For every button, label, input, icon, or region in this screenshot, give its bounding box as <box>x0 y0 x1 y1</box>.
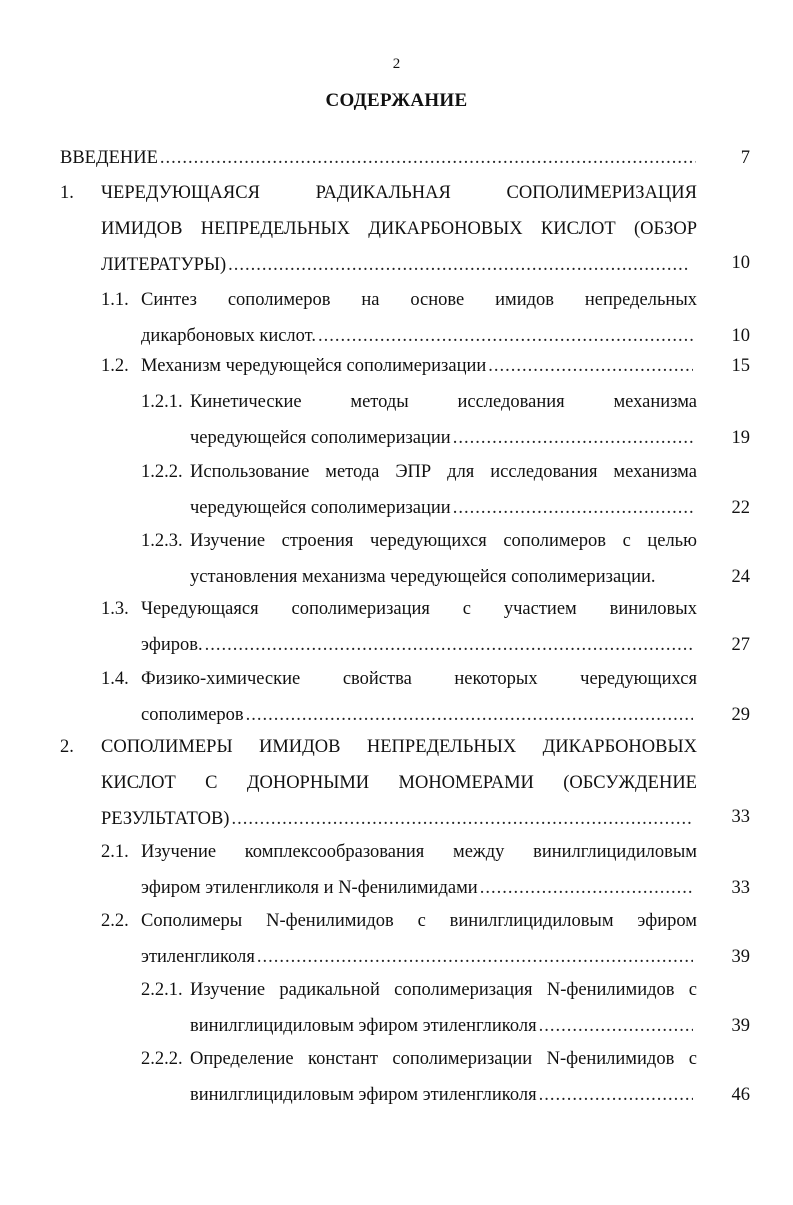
toc-word: ДОНОРНЫМИ <box>246 773 370 793</box>
page-number: 2 <box>392 56 401 72</box>
toc-section-number: 1.4. <box>101 669 129 689</box>
toc-entry-text: эфиром этиленгликоля и N-фенилимидами <box>141 878 478 898</box>
toc-word: С <box>205 773 218 793</box>
toc-subsection-number: 2.2.2. <box>141 1049 183 1069</box>
toc-page-number: 33 <box>731 807 750 827</box>
toc-word: сополимеров <box>503 531 606 551</box>
dot-leader <box>453 490 693 526</box>
dot-leader <box>480 870 693 906</box>
toc-word: сополимеров <box>227 290 331 310</box>
toc-entry-chapter-1[interactable] <box>101 175 697 283</box>
toc-entry-text: сополимеров <box>141 705 244 725</box>
toc-page-number: 10 <box>731 253 750 273</box>
toc-word: констант <box>308 1049 378 1069</box>
toc-chapter-number: 2. <box>60 737 74 757</box>
toc-chapter-number: 1. <box>60 183 74 203</box>
toc-word: Сополимеры <box>141 911 243 931</box>
toc-section-number: 2.1. <box>101 842 129 862</box>
toc-page-number: 7 <box>740 148 750 168</box>
toc-word: сополимеризация <box>291 599 430 619</box>
toc-word: чередующихся <box>369 531 487 551</box>
toc-word: комплексообразования <box>244 842 425 862</box>
toc-word: винилглицидиловым <box>449 911 614 931</box>
toc-word: КИСЛОТ <box>540 219 616 239</box>
toc-entry-2-1[interactable] <box>141 834 697 906</box>
toc-page-number: 15 <box>731 356 750 376</box>
dot-leader <box>539 1008 693 1044</box>
toc-word: Определение <box>190 1049 294 1069</box>
toc-word: эфиром <box>637 911 697 931</box>
toc-word: основе <box>410 290 465 310</box>
toc-word: Кинетические <box>190 392 302 412</box>
toc-word: Изучение <box>190 531 266 551</box>
toc-entry-text: эфиров. <box>141 635 203 655</box>
toc-word: МОНОМЕРАМИ <box>398 773 534 793</box>
toc-entry-1-2-2[interactable] <box>190 454 697 526</box>
toc-entry-2-2-2[interactable] <box>190 1041 697 1113</box>
toc-page-number: 46 <box>731 1085 750 1105</box>
toc-word: с <box>417 911 426 931</box>
toc-entry-chapter-2[interactable] <box>101 729 697 837</box>
toc-word: N-фенилимидов <box>266 911 394 931</box>
dot-leader <box>246 697 693 733</box>
toc-word: РАДИКАЛЬНАЯ <box>315 183 451 203</box>
toc-word: участием <box>503 599 577 619</box>
toc-word: НЕПРЕДЕЛЬНЫХ <box>200 219 351 239</box>
toc-word: ИМИДОВ <box>258 737 341 757</box>
toc-subsection-number: 1.2.3. <box>141 531 183 551</box>
dot-leader <box>205 627 693 663</box>
toc-entry-1-2-1[interactable] <box>190 384 697 456</box>
toc-word: на <box>361 290 380 310</box>
toc-page-number: 24 <box>731 567 750 587</box>
toc-subsection-number: 1.2.2. <box>141 462 183 482</box>
toc-word: N-фенилимидов <box>546 980 675 1000</box>
toc-word: Физико-химические <box>141 669 301 689</box>
toc-word: для <box>447 462 475 482</box>
toc-page-number: 22 <box>731 498 750 518</box>
toc-section-number: 2.2. <box>101 911 129 931</box>
toc-entry-text: РЕЗУЛЬТАТОВ) <box>101 809 230 829</box>
toc-word: имидов <box>495 290 555 310</box>
toc-word: Изучение <box>141 842 217 862</box>
toc-word: метода <box>325 462 380 482</box>
toc-entry-text: установления механизма чередующейся сополимеризации. <box>190 567 656 587</box>
toc-word: СОПОЛИМЕРИЗАЦИЯ <box>506 183 697 203</box>
toc-word: с <box>688 1049 697 1069</box>
toc-word: КИСЛОТ <box>101 773 176 793</box>
toc-word: целью <box>647 531 697 551</box>
toc-word: с <box>688 980 697 1000</box>
toc-word: N-фенилимидов <box>546 1049 675 1069</box>
toc-entry-text: чередующейся сополимеризации <box>190 428 451 448</box>
toc-section-number: 1.1. <box>101 290 129 310</box>
toc-word: методы <box>350 392 409 412</box>
toc-page-number: 10 <box>731 326 750 346</box>
toc-entry-1-2-3[interactable] <box>190 523 697 595</box>
toc-page-number: 39 <box>731 947 750 967</box>
toc-word: сополимеризации <box>392 1049 533 1069</box>
toc-word: ЧЕРЕДУЮЩАЯСЯ <box>101 183 260 203</box>
toc-word: Использование <box>190 462 310 482</box>
toc-word: исследования <box>457 392 565 412</box>
toc-word: Изучение <box>190 980 266 1000</box>
toc-word: строения <box>281 531 354 551</box>
toc-word: радикальной <box>279 980 380 1000</box>
toc-entry-1-4[interactable] <box>141 661 697 733</box>
toc-word: НЕПРЕДЕЛЬНЫХ <box>366 737 517 757</box>
toc-word: ЭПР <box>395 462 432 482</box>
toc-word: между <box>453 842 505 862</box>
toc-subsection-number: 1.2.1. <box>141 392 183 412</box>
toc-subsection-number: 2.2.1. <box>141 980 183 1000</box>
toc-entry-1-1[interactable] <box>141 282 697 354</box>
toc-entry-1-3[interactable] <box>141 591 697 663</box>
toc-section-number: 1.2. <box>101 356 129 376</box>
dot-leader <box>160 140 696 176</box>
toc-word: ДИКАРБОНОВЫХ <box>542 737 697 757</box>
toc-entry-text: Механизм чередующейся сополимеризации <box>141 356 487 376</box>
toc-word: сополимеризация <box>394 980 533 1000</box>
dot-leader <box>257 939 693 975</box>
dot-leader <box>539 1077 693 1113</box>
toc-word: ИМИДОВ <box>101 219 183 239</box>
dot-leader <box>228 247 689 283</box>
toc-word: исследования <box>490 462 598 482</box>
toc-entry-text: винилглицидиловым эфиром этиленгликоля <box>190 1085 537 1105</box>
toc-word: чередующихся <box>580 669 697 689</box>
toc-word: некоторых <box>454 669 538 689</box>
toc-word: свойства <box>342 669 412 689</box>
toc-entry-text: дикарбоновых кислот. <box>141 326 316 346</box>
page-title: СОДЕРЖАНИЕ <box>325 90 468 111</box>
toc-section-number: 1.3. <box>101 599 129 619</box>
toc-page-number: 39 <box>731 1016 750 1036</box>
toc-page-number: 29 <box>731 705 750 725</box>
toc-entry-text: этиленгликоля <box>141 947 255 967</box>
dot-leader <box>453 420 693 456</box>
toc-entry-1-2[interactable] <box>141 348 697 384</box>
toc-word: с <box>622 531 631 551</box>
toc-entry-text: винилглицидиловым эфиром этиленгликоля <box>190 1016 537 1036</box>
toc-word: механизма <box>613 462 697 482</box>
toc-word: винилглицидиловым <box>533 842 697 862</box>
toc-word: ДИКАРБОНОВЫХ <box>368 219 523 239</box>
toc-page-number: 19 <box>731 428 750 448</box>
toc-word: (ОБЗОР <box>633 219 697 239</box>
toc-entry-2-2-1[interactable] <box>190 972 697 1044</box>
toc-entry-text: чередующейся сополимеризации <box>190 498 451 518</box>
toc-word: Синтез <box>141 290 197 310</box>
toc-page-number: 27 <box>731 635 750 655</box>
toc-word: непредельных <box>584 290 697 310</box>
toc-word: СОПОЛИМЕРЫ <box>101 737 233 757</box>
toc-entry-text: ВВЕДЕНИЕ <box>60 148 158 168</box>
toc-word: виниловых <box>609 599 697 619</box>
dot-leader <box>488 348 693 384</box>
toc-entry-text: ЛИТЕРАТУРЫ) <box>101 255 227 275</box>
toc-word: (ОБСУЖДЕНИЕ <box>563 773 697 793</box>
toc-entry-intro[interactable] <box>60 140 700 176</box>
dot-leader <box>231 801 693 837</box>
toc-entry-2-2[interactable] <box>141 903 697 975</box>
toc-word: с <box>462 599 471 619</box>
toc-word: механизма <box>613 392 697 412</box>
toc-word: Чередующаяся <box>141 599 259 619</box>
toc-page-number: 33 <box>731 878 750 898</box>
